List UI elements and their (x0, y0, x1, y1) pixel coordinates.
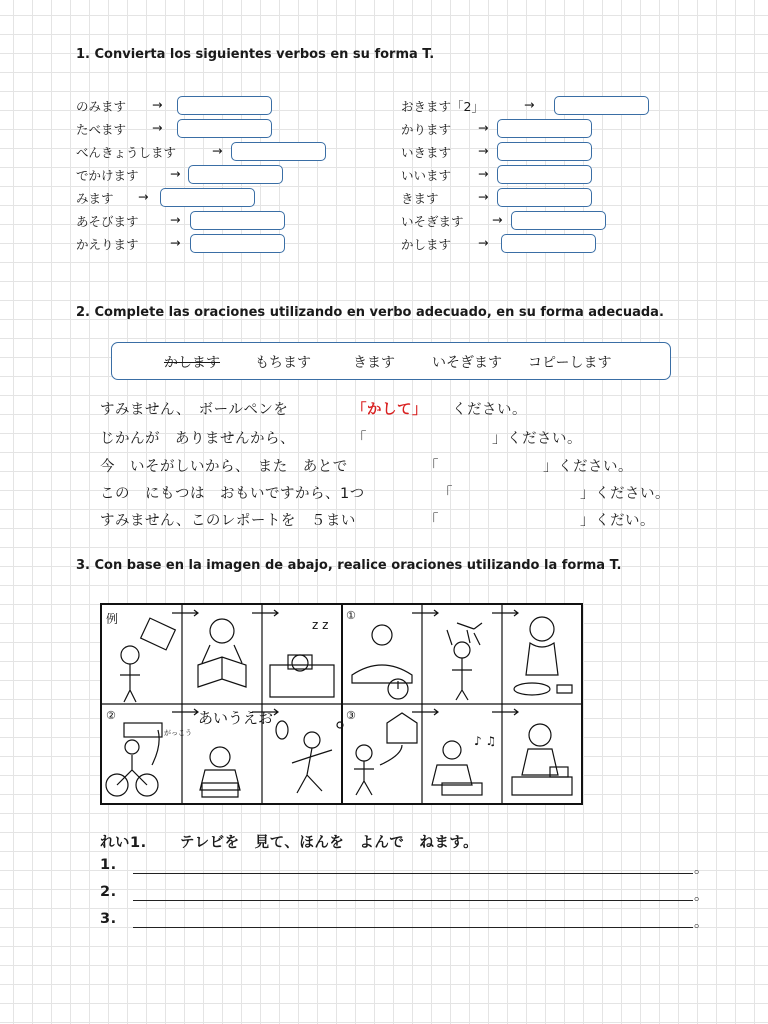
period-mark: 。 (694, 861, 709, 877)
arrow-icon: → (492, 212, 503, 227)
picture-sequence (100, 603, 583, 805)
verb-label: みます (76, 191, 114, 206)
arrow-icon: → (478, 120, 489, 135)
section1-title: 1. Convierta los siguientes verbos en su forma T. (76, 47, 435, 62)
arrow-icon: → (478, 189, 489, 204)
arrow-icon: → (170, 212, 181, 227)
section3-title: 3. Con base en la imagen de abajo, realice oraciones utilizando la forma T. (76, 558, 622, 573)
arrow-icon: → (478, 235, 489, 250)
arrow-icon: → (170, 235, 181, 250)
arrow-icon: → (170, 166, 181, 181)
verb-label: たべます (76, 122, 127, 137)
answer-blank-open[interactable]: 「 (352, 431, 367, 447)
answer-box[interactable] (554, 96, 649, 115)
sentence-text: すみません、 ボールペンを (100, 402, 289, 418)
answer-box[interactable] (177, 96, 272, 115)
arrow-icon: → (478, 166, 489, 181)
example-answer: 「かして」 (352, 402, 427, 418)
answer-number: 1. (100, 857, 117, 873)
example-text: テレビを 見て、ほんを よんで ねます。 (179, 835, 479, 851)
arrow-icon: → (212, 143, 223, 158)
answer-line[interactable] (133, 873, 693, 874)
answer-line[interactable] (133, 900, 693, 901)
panel-label-2: ② (106, 709, 116, 722)
answer-box[interactable] (497, 188, 592, 207)
verb-label: のみます (76, 99, 127, 114)
verb-label: いそぎます (401, 214, 464, 229)
word-bank-item: コピーします (528, 355, 612, 371)
panel-label-3: ③ (346, 709, 356, 722)
answer-blank-open[interactable]: 「 (424, 459, 439, 475)
panel-label-example: 例 (106, 612, 119, 626)
answer-line[interactable] (133, 927, 693, 928)
period-mark: 。 (694, 888, 709, 904)
word-bank-item: いそぎます (432, 355, 502, 371)
arrow-icon: → (152, 97, 163, 112)
picture-sequence-drawing (102, 605, 581, 803)
section2-title: 2. Complete las oraciones utilizando en verbo adecuado, en su forma adecuada. (76, 305, 664, 320)
word-bank (111, 342, 671, 380)
svg-text:♪ ♫: ♪ ♫ (474, 734, 497, 748)
arrow-icon: → (478, 143, 489, 158)
answer-box[interactable] (190, 211, 285, 230)
verb-label: いきます (401, 145, 452, 160)
sentence-ending: ください。 (452, 402, 527, 418)
verb-label: いいます (401, 168, 452, 183)
sentence-text: すみません、このレポートを ５まい (100, 513, 356, 529)
answer-box[interactable] (190, 234, 285, 253)
example-label: れい1. (100, 835, 147, 851)
arrow-icon: → (152, 120, 163, 135)
sentence-ending: 」ください。 (580, 486, 670, 502)
verb-label: あそびます (76, 214, 139, 229)
arrow-icon: → (524, 97, 535, 112)
sentence-text: じかんが ありませんから、 (100, 431, 295, 447)
answer-box[interactable] (177, 119, 272, 138)
answer-box[interactable] (231, 142, 326, 161)
answer-blank-open[interactable]: 「 (438, 486, 453, 502)
answer-box[interactable] (501, 234, 596, 253)
answer-box[interactable] (497, 142, 592, 161)
example-sentence (100, 831, 478, 852)
verb-label: かります (401, 122, 452, 137)
answer-number: 2. (100, 884, 117, 900)
verb-label: きます (401, 191, 439, 206)
arrow-icon: → (138, 189, 149, 204)
answer-number: 3. (100, 911, 117, 927)
word-bank-item: きます (353, 355, 395, 371)
answer-blank-open[interactable]: 「 (424, 513, 439, 529)
picture-text-aiueo: あいうえお (198, 709, 274, 727)
answer-box[interactable] (497, 119, 592, 138)
answer-box[interactable] (497, 165, 592, 184)
verb-label: かします (401, 237, 452, 252)
svg-text:z z: z z (312, 618, 329, 632)
sentence-ending: 」くだい。 (580, 513, 655, 529)
word-bank-item: かします (164, 355, 220, 371)
panel-label-1: ① (346, 609, 356, 622)
sentence-ending: 」ください。 (492, 431, 582, 447)
sentence-text: 今 いそがしいから、 また あとで (100, 459, 348, 475)
period-mark: 。 (694, 915, 709, 931)
answer-box[interactable] (188, 165, 283, 184)
answer-box[interactable] (511, 211, 606, 230)
verb-label: でかけます (76, 168, 139, 183)
picture-text-gakkou: がっこう (164, 729, 192, 737)
sentence-text: この にもつは おもいですから、1つ (100, 486, 365, 502)
answer-box[interactable] (160, 188, 255, 207)
verb-label: べんきょうします (76, 145, 177, 160)
verb-label: かえります (76, 237, 139, 252)
word-bank-item: もちます (255, 355, 311, 371)
sentence-ending: 」ください。 (543, 459, 633, 475)
verb-label: おきます「2」 (401, 99, 484, 114)
